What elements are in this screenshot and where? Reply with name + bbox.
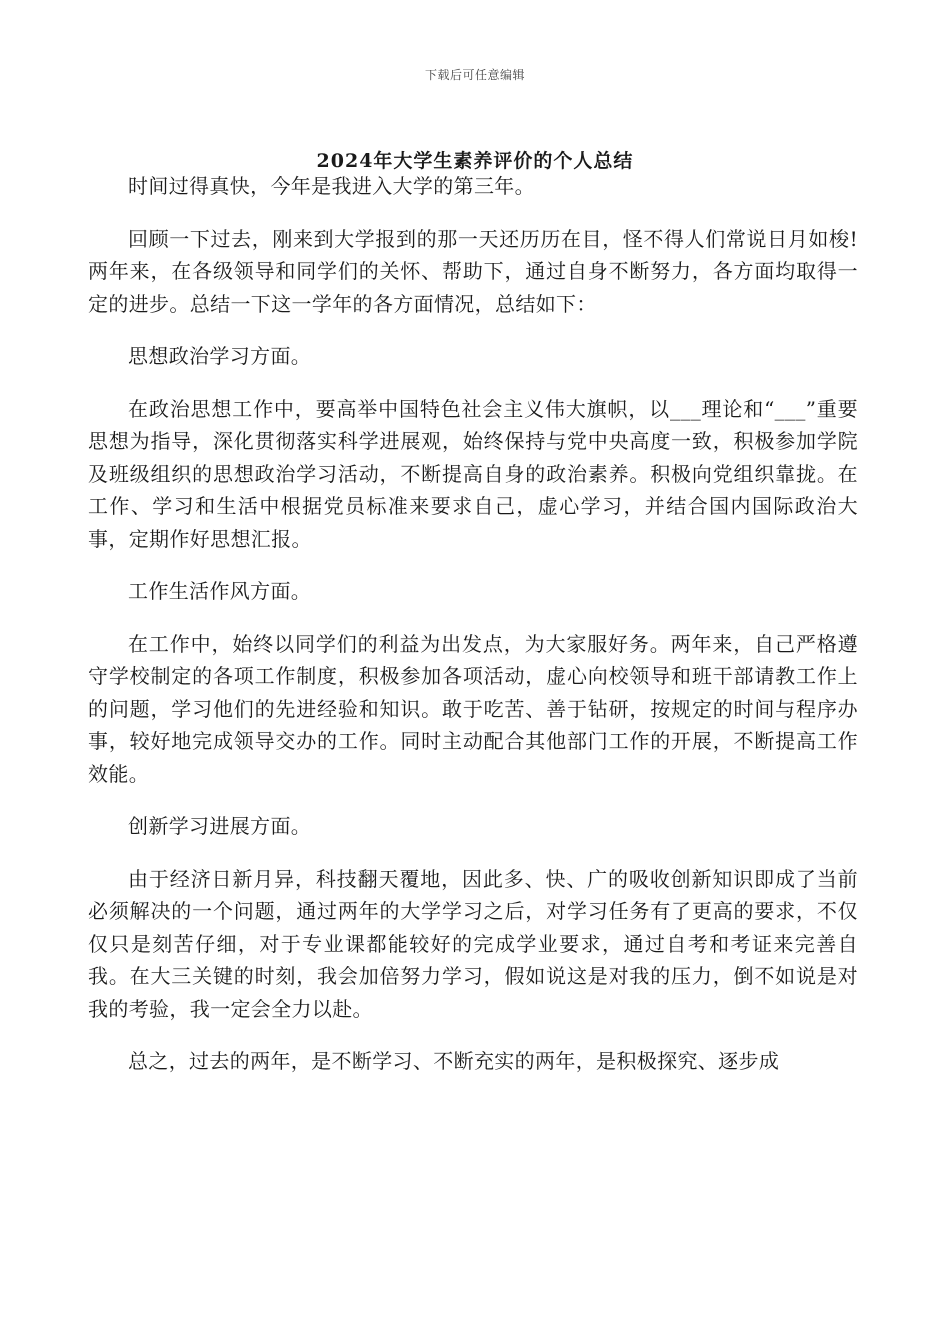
document-body — [88, 170, 858, 1098]
header-note: 下载后可任意编辑 — [424, 68, 525, 82]
section-heading-political: 思想政治学习方面。 — [128, 344, 312, 368]
section-heading-work: 工作生活作风方面。 — [128, 579, 312, 603]
paragraph-conclusion: 总之，过去的两年，是不断学习、不断充实的两年，是积极探究、逐步成 — [128, 1049, 780, 1073]
paragraph-review: 回顾一下过去，刚来到大学报到的那一天还历历在目，怪不得人们常说日月如梭!两年来，在各级领导和同学们的关怀、帮助下，通过自身不断努力，各方面均取得一定的进步。总结一下这一学年的各方面情况，总结如下： — [88, 226, 858, 316]
paragraph-innovation: 由于经济日新月异，科技翻天覆地，因此多、快、广的吸收创新知识即成了当前必须解决的一个问题，通过两年的大学学习之后，对学习任务有了更高的要求，不仅仅只是刻苦仔细，对于专业课都能较好的完成学业要求，通过自考和考证来完善自我。在大三关键的时刻，我会加倍努力学习，假如说这是对我的压力，倒不如说是对我的考验，我一定会全力以赴。 — [88, 866, 858, 1021]
section-heading-innovation: 创新学习进展方面。 — [128, 814, 312, 838]
paragraph-intro: 时间过得真快，今年是我进入大学的第三年。 — [128, 174, 535, 198]
document-title: 2024年大学生素养评价的个人总结 — [316, 150, 634, 172]
paragraph-work: 在工作中，始终以同学们的利益为出发点，为大家服好务。两年来，自己严格遵守学校制定的各项工作制度，积极参加各项活动，虚心向校领导和班干部请教工作上的问题，学习他们的先进经验和知识。敢于吃苦、善于钻研，按规定的时间与程序办事，较好地完成领导交办的工作。同时主动配合其他部门工作的开展，不断提高工作效能。 — [88, 631, 858, 786]
paragraph-political: 在政治思想工作中，要高举中国特色社会主义伟大旗帜，以___理论和“___”重要思想为指导，深化贯彻落实科学进展观，始终保持与党中央高度一致，积极参加学院及班级组织的思想政治学习活动，不断提高自身的政治素养。积极向党组织靠拢。在工作、学习和生活中根据党员标准来要求自己，虚心学习，并结合国内国际政治大事，定期作好思想汇报。 — [88, 396, 858, 551]
